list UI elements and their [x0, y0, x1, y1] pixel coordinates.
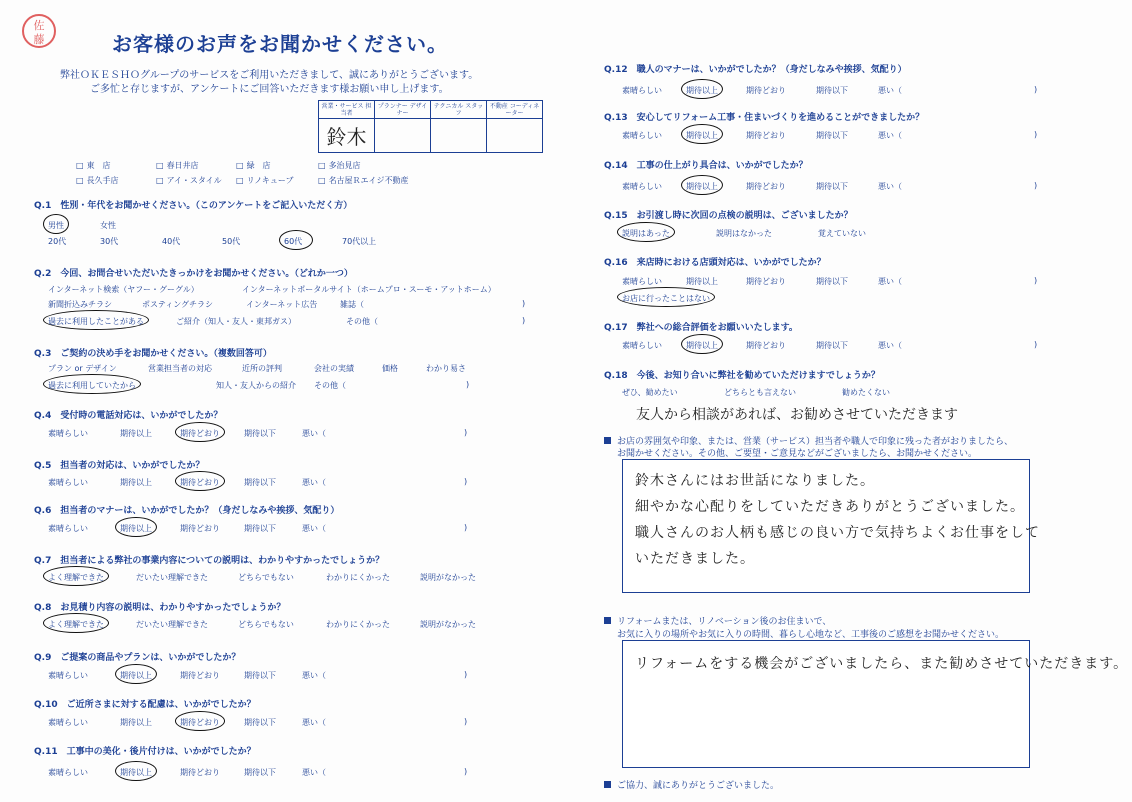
answer-option[interactable]: 雑誌（ — [340, 300, 364, 309]
question-text: 工事中の美化・後片付けは、いかがでしたか？ — [66, 747, 256, 757]
question-text: 安心してリフォーム工事・住まいづくりを進めることができましたか？ — [636, 113, 925, 123]
answer-option[interactable]: 期待以下 — [816, 277, 848, 286]
answer-option[interactable]: 期待以上 — [686, 86, 718, 95]
question-heading — [34, 744, 256, 757]
answer-option[interactable]: 期待以下 — [816, 182, 848, 191]
answer-option[interactable]: 説明はなかった — [716, 229, 772, 238]
handwritten-answer-circle — [175, 711, 225, 731]
handwritten-answer-circle — [617, 222, 675, 242]
name-seal-stamp: 佐 藤 — [22, 14, 56, 48]
answer-option[interactable]: 説明はあった — [622, 229, 670, 238]
answer-option[interactable]: よく理解できた — [48, 573, 104, 582]
question-heading — [34, 600, 285, 613]
question-text: 担当者による弊社の事業内容についての説明は、わかりやすかったでしょうか？ — [60, 556, 385, 566]
answer-option[interactable]: ポスティングチラシ — [142, 300, 214, 309]
answer-option[interactable]: 説明がなかった — [420, 573, 476, 582]
question-text: 来店時における店頭対応は、いかがでしたか？ — [636, 258, 826, 268]
answer-option[interactable]: 期待どおり — [180, 768, 220, 777]
answer-option[interactable]: 期待以下 — [244, 478, 276, 487]
answer-option[interactable]: 期待以下 — [244, 718, 276, 727]
handwritten-answer-circle — [115, 517, 157, 537]
intro-line-1: 弊社ＯＫＥＳＨＯグループのサービスをご利用いただきまして、誠にありがとうございます。 — [60, 70, 479, 81]
handwritten-answer-circle — [175, 471, 225, 491]
answer-option[interactable]: ) — [466, 380, 470, 389]
answer-option[interactable]: その他（ — [314, 381, 346, 390]
answer-option[interactable]: インターネット検索（ヤフー・グーグル） — [48, 285, 199, 294]
answer-option[interactable]: 価格 — [382, 364, 398, 373]
answer-option[interactable]: 期待以上 — [120, 478, 152, 487]
reform-heading-line-2: お気に入りの場所やお気に入りの時間、暮らし心地など、工事後のご感想をお聞かせください。 — [617, 630, 1005, 640]
answer-option[interactable]: 期待以下 — [816, 86, 848, 95]
answer-option[interactable]: 期待どおり — [746, 86, 786, 95]
handwritten-answer-circle — [115, 664, 157, 684]
question-number: Q.10 — [34, 700, 67, 710]
staff-header-technical: テクニカル スタッフ — [431, 101, 487, 119]
question-number: Q.13 — [604, 113, 637, 123]
question-number: Q.8 — [34, 603, 61, 613]
handwritten-answer-circle — [43, 374, 141, 394]
question-text: 担当者のマナーは、いかがでしたか？（身だしなみや挨拶、気配り） — [60, 506, 340, 516]
intro-line-2: ご多忙と存じますが、アンケートにご回答いただきます様お願い申し上げます。 — [90, 84, 449, 95]
store-option[interactable]: □ 多治見店 — [318, 160, 418, 171]
answer-option[interactable]: 素晴らしい — [48, 718, 88, 727]
answer-option[interactable]: 悪い（ — [302, 524, 326, 533]
question-heading — [604, 255, 826, 268]
answer-option[interactable]: インターネット広告 — [246, 300, 318, 309]
question-heading — [34, 697, 256, 710]
answer-option[interactable]: 知人・友人からの紹介 — [216, 381, 296, 390]
reform-answer-box[interactable] — [622, 640, 1129, 768]
staff-value-planner[interactable] — [375, 119, 431, 153]
answer-option[interactable]: ) — [1034, 276, 1038, 285]
square-bullet-icon — [604, 617, 611, 624]
answer-option[interactable]: 期待以下 — [816, 131, 848, 140]
handwritten-answer-circle — [681, 79, 723, 99]
handwritten-answer-circle — [279, 230, 313, 250]
answer-option[interactable]: ) — [522, 316, 526, 325]
impression-line: 職人さんのお人柄も感じの良い方で気持ちよくお仕事をして — [635, 525, 1040, 541]
answer-option[interactable]: 期待以上 — [120, 524, 152, 533]
answer-option[interactable]: 説明がなかった — [420, 620, 476, 629]
answer-option[interactable]: だいたい理解できた — [136, 573, 208, 582]
answer-option[interactable]: 30代 — [100, 237, 119, 246]
question-text: 受付時の電話対応は、いかがでしたか？ — [60, 411, 223, 421]
answer-option[interactable]: 覚えていない — [818, 229, 866, 238]
question-text: 担当者の対応は、いかがでしたか？ — [60, 461, 205, 471]
answer-option[interactable]: 悪い（ — [878, 341, 902, 350]
question-heading — [34, 266, 353, 279]
handwritten-answer-circle — [43, 613, 109, 633]
question-heading — [34, 198, 352, 211]
answer-option[interactable]: 期待以上 — [686, 182, 718, 191]
answer-option[interactable]: ) — [1034, 340, 1038, 349]
answer-option[interactable]: わかりにくかった — [326, 620, 390, 629]
question-number: Q.6 — [34, 506, 61, 516]
answer-option[interactable]: 素晴らしい — [48, 768, 88, 777]
question-heading — [604, 110, 924, 123]
question-number: Q.4 — [34, 411, 61, 421]
answer-option[interactable]: 近所の評判 — [242, 364, 282, 373]
question-number: Q.2 — [34, 269, 61, 279]
answer-option[interactable]: プラン or デザイン — [48, 364, 117, 373]
question-text: 今回、お問合せいただいたきっかけをお聞かせください。（どれか一つ） — [60, 269, 353, 279]
answer-option[interactable]: ぜひ、勧めたい — [622, 388, 678, 397]
answer-option[interactable]: 素晴らしい — [622, 341, 662, 350]
question-text: ご契約の決め手をお聞かせください。（複数回答可） — [60, 349, 272, 359]
question-heading — [604, 62, 907, 75]
store-option[interactable]: □ リノキューブ — [236, 175, 318, 186]
answer-option[interactable]: 期待どおり — [180, 524, 220, 533]
answer-option[interactable]: 期待どおり — [180, 429, 220, 438]
answer-option[interactable]: 期待以下 — [244, 524, 276, 533]
impression-answer-box[interactable] — [622, 459, 1040, 593]
question-heading — [604, 320, 798, 333]
answer-option[interactable]: 期待以上 — [686, 277, 718, 286]
answer-option[interactable]: 素晴らしい — [48, 478, 88, 487]
reform-heading — [604, 614, 831, 627]
staff-header-sales: 営業・サービス 担当者 — [319, 101, 375, 119]
question-heading — [34, 408, 222, 421]
answer-option[interactable]: 20代 — [48, 237, 67, 246]
answer-option[interactable]: 期待以上 — [120, 768, 152, 777]
page-title: お客様のお声をお聞かせください。 — [112, 32, 448, 56]
question-number: Q.7 — [34, 556, 61, 566]
handwritten-answer-circle — [681, 334, 723, 354]
answer-option[interactable]: 期待どおり — [180, 671, 220, 680]
answer-option[interactable]: 素晴らしい — [622, 277, 662, 286]
handwritten-answer-circle — [681, 124, 723, 144]
question-heading — [34, 503, 339, 516]
handwritten-answer-circle — [681, 175, 723, 195]
question-text: 弊社への総合評価をお願いいたします。 — [636, 323, 798, 333]
question-text: お見積り内容の説明は、わかりやすかったでしょうか？ — [60, 603, 286, 613]
answer-option[interactable]: どちらでもない — [238, 620, 294, 629]
impression-heading-line-2: お聞かせください。その他、ご要望・ご意見などがございましたら、お聞かせください。 — [617, 449, 978, 459]
answer-option[interactable]: 素晴らしい — [622, 86, 662, 95]
question-text: 今後、お知り合いに弊社を勧めていただけますでしょうか？ — [636, 371, 880, 381]
store-option[interactable]: □ アイ・スタイル — [156, 175, 236, 186]
thanks-footer — [604, 778, 779, 791]
answer-option[interactable]: 素晴らしい — [48, 429, 88, 438]
answer-option[interactable]: 50代 — [222, 237, 241, 246]
question-heading — [604, 208, 853, 221]
answer-option[interactable]: お店に行ったことはない — [622, 294, 710, 303]
answer-option[interactable]: その他（ — [346, 317, 378, 326]
answer-option[interactable]: 会社の実績 — [314, 364, 354, 373]
staff-table — [318, 100, 543, 153]
impression-heading-line-1: お店の雰囲気や印象、または、営業（サービス）担当者や職人で印象に残った者がおりましたら、 — [617, 437, 1014, 447]
handwritten-answer-circle — [175, 422, 225, 442]
question-number: Q.14 — [604, 161, 637, 171]
answer-option[interactable]: 期待以下 — [244, 429, 276, 438]
answer-option[interactable]: ) — [1034, 85, 1038, 94]
staff-header-planner: プランナー デザイナー — [375, 101, 431, 119]
question-heading — [34, 346, 272, 359]
answer-option[interactable]: 悪い（ — [302, 718, 326, 727]
question-heading — [34, 650, 240, 663]
store-option[interactable]: □ 長久手店 — [76, 175, 156, 186]
reform-line: リフォームをする機会がございましたら、また勧めさせていただきます。 — [635, 656, 1129, 672]
answer-option[interactable]: ) — [464, 477, 468, 486]
answer-option[interactable]: 悪い（ — [878, 131, 902, 140]
question-number: Q.1 — [34, 201, 61, 211]
answer-option[interactable]: 素晴らしい — [622, 131, 662, 140]
answer-option[interactable]: わかり易さ — [426, 364, 466, 373]
answer-option[interactable]: 期待以下 — [816, 341, 848, 350]
answer-option[interactable]: 素晴らしい — [48, 524, 88, 533]
question-number: Q.16 — [604, 258, 637, 268]
answer-option[interactable]: 悪い（ — [878, 182, 902, 191]
answer-option[interactable]: わかりにくかった — [326, 573, 390, 582]
answer-option[interactable]: インターネットポータルサイト（ホームプロ・スーモ・アットホーム） — [242, 285, 496, 294]
answer-option[interactable]: ) — [522, 299, 526, 308]
answer-option[interactable]: 素晴らしい — [622, 182, 662, 191]
handwritten-answer-circle — [115, 761, 157, 781]
reform-heading-line-1: リフォームまたは、リノベーション後のお住まいで、 — [617, 617, 832, 627]
answer-option[interactable]: 悪い（ — [302, 768, 326, 777]
answer-option[interactable]: 悪い（ — [878, 277, 902, 286]
answer-option[interactable]: 素晴らしい — [48, 671, 88, 680]
question-heading — [604, 158, 808, 171]
answer-option[interactable]: 悪い（ — [878, 86, 902, 95]
answer-option[interactable]: 悪い（ — [302, 429, 326, 438]
answer-option[interactable]: だいたい理解できた — [136, 620, 208, 629]
question-number: Q.11 — [34, 747, 67, 757]
handwritten-answer-circle — [617, 287, 715, 307]
answer-option[interactable]: 60代 — [284, 237, 303, 246]
question-text: お引渡し時に次回の点検の説明は、ございましたか？ — [636, 211, 853, 221]
answer-option[interactable]: ) — [464, 717, 468, 726]
answer-option[interactable]: ) — [464, 767, 468, 776]
answer-option[interactable]: 女性 — [100, 221, 116, 230]
answer-option[interactable]: 40代 — [162, 237, 181, 246]
answer-option[interactable]: 勧めたくない — [842, 388, 890, 397]
staff-value-technical[interactable] — [431, 119, 487, 153]
impression-line: 鈴木さんにはお世話になりました。 — [635, 473, 875, 489]
q18-handwritten-answer[interactable]: 友人から相談があれば、お勧めさせていただきます — [636, 407, 958, 423]
handwritten-answer-circle — [43, 310, 149, 330]
answer-option[interactable]: 男性 — [48, 221, 64, 230]
handwritten-answer-circle — [43, 566, 109, 586]
question-number: Q.5 — [34, 461, 61, 471]
answer-option[interactable]: ) — [464, 523, 468, 532]
store-option[interactable]: □ 春日井店 — [156, 160, 236, 171]
question-text: ご提案の商品やプランは、いかがでしたか？ — [60, 653, 241, 663]
answer-option[interactable]: どちらでもない — [238, 573, 294, 582]
thanks-text: ご協力、誠にありがとうございました。 — [617, 781, 780, 791]
answer-option[interactable]: どちらとも言えない — [724, 388, 796, 397]
store-option-checked[interactable]: □ 緑 店 — [236, 160, 318, 171]
question-text: 性別・年代をお聞かせください。（このアンケートをご記入いただく方） — [60, 201, 353, 211]
question-heading — [34, 458, 204, 471]
answer-option[interactable]: 営業担当者の対応 — [148, 364, 212, 373]
question-number: Q.18 — [604, 371, 637, 381]
store-option[interactable]: □ 名古屋Ｒエイジ不動産 — [318, 175, 418, 186]
answer-option[interactable]: 期待どおり — [180, 478, 220, 487]
answer-option[interactable]: ご紹介（知人・友人・東邦ガス） — [176, 317, 296, 326]
staff-value-sales[interactable]: 鈴木 — [319, 119, 375, 153]
square-bullet-icon — [604, 781, 611, 788]
answer-option[interactable]: ) — [1034, 181, 1038, 190]
answer-option[interactable]: 期待どおり — [746, 277, 786, 286]
question-heading — [34, 553, 384, 566]
handwritten-answer-circle — [43, 214, 69, 234]
answer-option[interactable]: 期待以上 — [686, 131, 718, 140]
impression-line: いただきました。 — [635, 551, 755, 567]
answer-option[interactable]: 期待以上 — [120, 718, 152, 727]
answer-option[interactable]: よく理解できた — [48, 620, 104, 629]
question-number: Q.17 — [604, 323, 637, 333]
answer-option[interactable]: 過去に利用したことがある — [48, 317, 144, 326]
answer-option[interactable]: 70代以上 — [342, 237, 377, 246]
answer-option[interactable]: 悪い（ — [302, 478, 326, 487]
answer-option[interactable]: 期待どおり — [746, 341, 786, 350]
question-text: ご近所さまに対する配慮は、いかがでしたか？ — [66, 700, 256, 710]
square-bullet-icon — [604, 437, 611, 444]
question-heading — [604, 368, 880, 381]
answer-option[interactable]: 新聞折込みチラシ — [48, 300, 112, 309]
question-number: Q.3 — [34, 349, 61, 359]
answer-option[interactable]: ) — [464, 670, 468, 679]
question-number: Q.12 — [604, 65, 637, 75]
answer-option[interactable]: ) — [1034, 130, 1038, 139]
answer-option[interactable]: 期待以下 — [244, 768, 276, 777]
answer-option[interactable]: 期待どおり — [180, 718, 220, 727]
answer-option[interactable]: ) — [464, 428, 468, 437]
answer-option[interactable]: 期待どおり — [746, 182, 786, 191]
question-number: Q.15 — [604, 211, 637, 221]
answer-option[interactable]: 過去に利用していたから — [48, 381, 136, 390]
question-number: Q.9 — [34, 653, 61, 663]
answer-option[interactable]: 期待どおり — [746, 131, 786, 140]
staff-header-realestate: 不動産 コーディネーター — [487, 101, 543, 119]
impression-line: 細やかな心配りをしていただきありがとうございました。 — [635, 499, 1025, 515]
store-option[interactable]: □ 東 店 — [76, 160, 156, 171]
answer-option[interactable]: 期待以下 — [244, 671, 276, 680]
store-checklist — [76, 160, 418, 186]
question-text: 職人のマナーは、いかがでしたか？（身だしなみや挨拶、気配り） — [636, 65, 907, 75]
answer-option[interactable]: 期待以上 — [686, 341, 718, 350]
answer-option[interactable]: 期待以上 — [120, 429, 152, 438]
staff-value-realestate[interactable] — [487, 119, 543, 153]
question-text: 工事の仕上がり具合は、いかがでしたか？ — [636, 161, 808, 171]
answer-option[interactable]: 期待以上 — [120, 671, 152, 680]
answer-option[interactable]: 悪い（ — [302, 671, 326, 680]
